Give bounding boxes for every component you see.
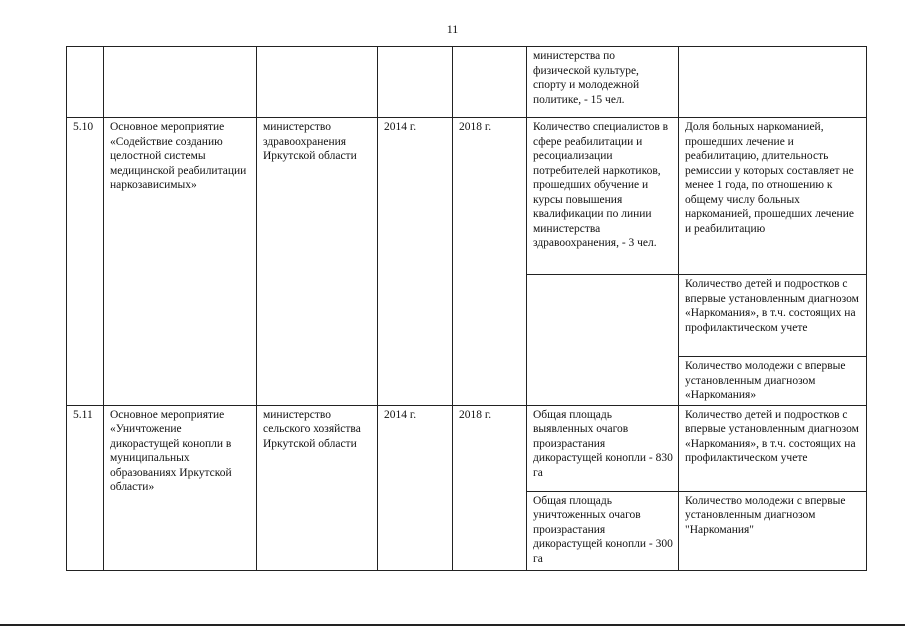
program-table bbox=[66, 46, 867, 571]
cell-executor: министерство здравоохранения Иркутской области bbox=[257, 118, 378, 406]
table-row bbox=[67, 47, 867, 118]
cell-indicator: Количество молодежи с впервые установленным диагнозом «Наркомания» bbox=[679, 357, 867, 406]
table-row bbox=[67, 405, 867, 491]
cell-indicator: Количество детей и подростков с впервые установленным диагнозом «Наркомания», в т.ч. состоящих на профилактическом учете bbox=[679, 275, 867, 357]
cell-start bbox=[378, 47, 453, 118]
cell-executor bbox=[257, 47, 378, 118]
table-row bbox=[67, 118, 867, 275]
cell-end bbox=[453, 47, 527, 118]
page-bottom-border bbox=[0, 624, 905, 626]
cell-start: 2014 г. bbox=[378, 405, 453, 570]
cell-indicator: Количество молодежи с впервые установленным диагнозом "Наркомания" bbox=[679, 491, 867, 570]
cell-start: 2014 г. bbox=[378, 118, 453, 406]
cell-result-empty bbox=[527, 275, 679, 406]
cell-event bbox=[104, 47, 257, 118]
cell-event: Основное мероприятие «Уничтожение дикорастущей конопли в муниципальных образованиях Иркутской области» bbox=[104, 405, 257, 570]
cell-indicator bbox=[679, 47, 867, 118]
cell-end: 2018 г. bbox=[453, 118, 527, 406]
cell-result: Общая площадь выявленных очагов произрастания дикорастущей конопли - 830 га bbox=[527, 405, 679, 491]
cell-event: Основное мероприятие «Содействие созданию целостной системы медицинской реабилитации наркозависимых» bbox=[104, 118, 257, 406]
cell-indicator: Доля больных наркоманией, прошедших лечение и реабилитацию, длительность ремиссии у которых составляет не менее 1 года, по отношению к общему числу больных наркоманией, прошедших лечение и реабилитацию bbox=[679, 118, 867, 275]
cell-num: 5.11 bbox=[67, 405, 104, 570]
cell-end: 2018 г. bbox=[453, 405, 527, 570]
cell-indicator: Количество детей и подростков с впервые установленным диагнозом «Наркомания», в т.ч. состоящих на профилактическом учете bbox=[679, 405, 867, 491]
cell-executor: министерство сельского хозяйства Иркутской области bbox=[257, 405, 378, 570]
cell-result: министерства по физической культуре, спорту и молодежной политике, - 15 чел. bbox=[527, 47, 679, 118]
page-number: 11 bbox=[446, 22, 459, 36]
cell-result: Общая площадь уничтоженных очагов произрастания дикорастущей конопли - 300 га bbox=[527, 491, 679, 570]
cell-num bbox=[67, 47, 104, 118]
cell-result: Количество специалистов в сфере реабилитации и ресоциализации потребителей наркотиков, прошедших обучение и курсы повышения квалификации по линии министерства здравоохранения, - 3 чел. bbox=[527, 118, 679, 275]
cell-num: 5.10 bbox=[67, 118, 104, 406]
